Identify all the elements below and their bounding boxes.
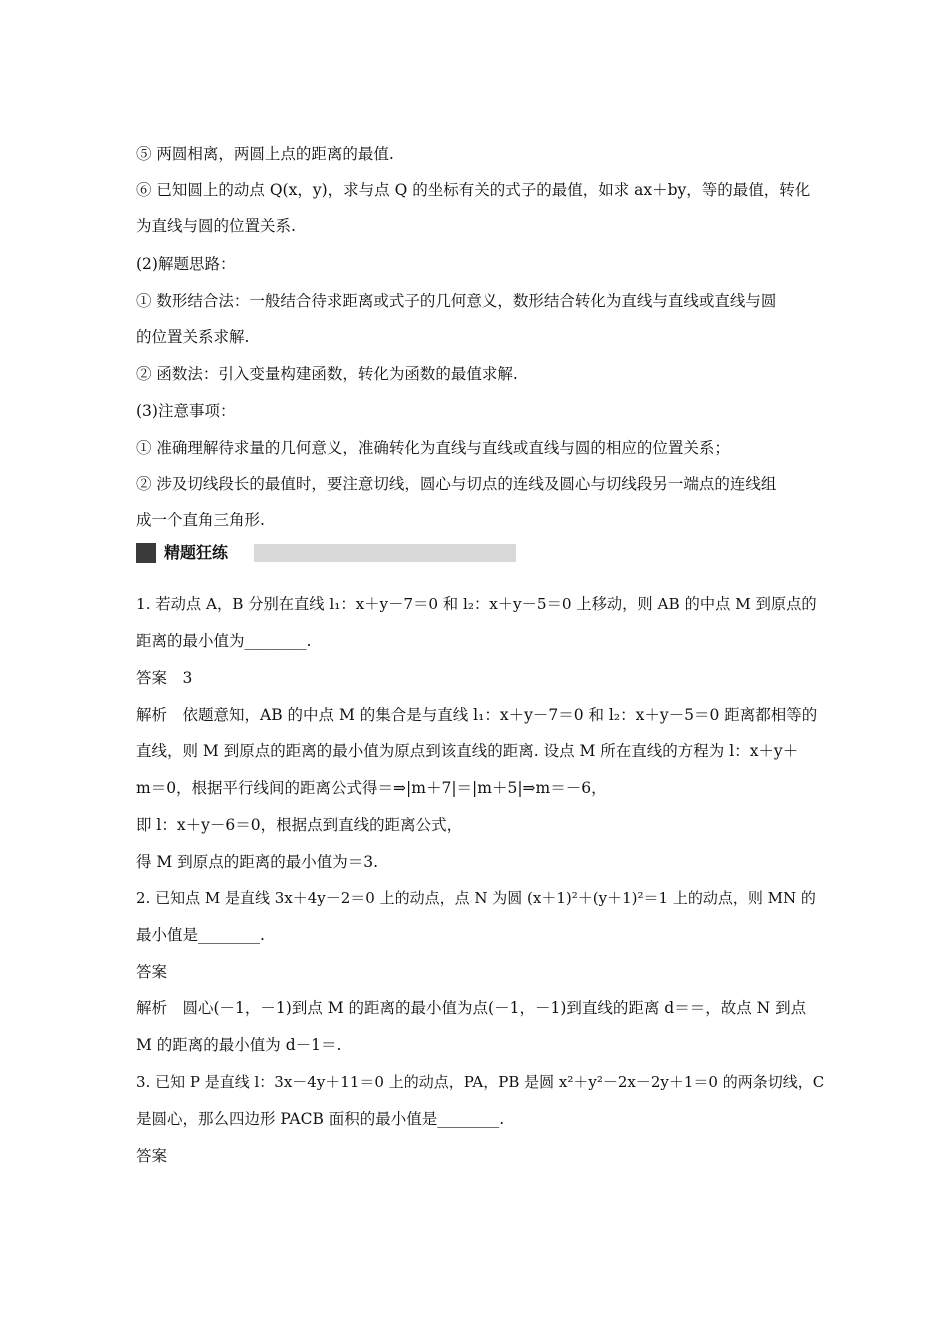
analysis-line: m＝0，根据平行线间的距离公式得＝⇒|m＋7|＝|m＋5|⇒m＝－6，	[136, 779, 607, 797]
text-line: ② 函数法：引入变量构建函数，转化为函数的最值求解.	[136, 365, 518, 383]
problem-line: 1. 若动点 A，B 分别在直线 l₁：x＋y－7＝0 和 l₂：x＋y－5＝0 上移动，则 AB 的中点 M 到原点的	[136, 595, 817, 613]
text-line: ② 涉及切线段长的最值时，要注意切线，圆心与切点的连线及圆心与切线段另一端点的连线组	[136, 475, 777, 493]
answer-line: 答案 3	[136, 669, 193, 687]
text-line: 成一个直角三角形.	[136, 511, 265, 529]
analysis-line: 即 l：x＋y－6＝0，根据点到直线的距离公式，	[136, 816, 463, 834]
text-line: ⑤ 两圆相离，两圆上点的距离的最值.	[136, 145, 394, 163]
text-line: ⑥ 已知圆上的动点 Q(x，y)，求与点 Q 的坐标有关的式子的最值，如求 ax＋by，等的最值，转化	[136, 181, 811, 199]
text-line: ① 数形结合法：一般结合待求距离或式子的几何意义，数形结合转化为直线与直线或直线与圆	[136, 292, 777, 310]
analysis-line: 解析 圆心(－1，－1)到点 M 的距离的最小值为点(－1，－1)到直线的距离 d＝＝，故点 N 到点	[136, 999, 807, 1017]
section-marker-block	[136, 543, 156, 563]
text-line: 的位置关系求解.	[136, 328, 250, 346]
section-header	[136, 542, 516, 564]
subheading-line: (2)解题思路：	[136, 255, 236, 273]
section-divider-bar	[254, 544, 516, 562]
problem-line: 距离的最小值为________.	[136, 632, 312, 650]
text-line: ① 准确理解待求量的几何意义，准确转化为直线与直线或直线与圆的相应的位置关系；	[136, 439, 730, 457]
subheading-line: (3)注意事项：	[136, 402, 236, 420]
analysis-line: 直线，则 M 到原点的距离的最小值为原点到该直线的距离. 设点 M 所在直线的方程为 l：x＋y＋	[136, 742, 799, 760]
problem-line: 最小值是________.	[136, 926, 265, 944]
analysis-line: M 的距离的最小值为 d－1＝.	[136, 1036, 342, 1054]
text-line: 为直线与圆的位置关系.	[136, 217, 296, 235]
section-title: 精题狂练	[164, 543, 229, 562]
problem-line: 3. 已知 P 是直线 l：3x－4y＋11＝0 上的动点，PA，PB 是圆 x²＋y²－2x－2y＋1＝0 的两条切线，C	[136, 1073, 825, 1091]
answer-line: 答案	[136, 963, 168, 981]
problem-line: 2. 已知点 M 是直线 3x＋4y－2＝0 上的动点，点 N 为圆 (x＋1)²＋(y＋1)²＝1 上的动点，则 MN 的	[136, 889, 816, 907]
analysis-line: 得 M 到原点的距离的最小值为＝3.	[136, 853, 379, 871]
answer-line: 答案	[136, 1147, 168, 1165]
analysis-line: 解析 依题意知，AB 的中点 M 的集合是与直线 l₁：x＋y－7＝0 和 l₂：x＋y－5＝0 距离都相等的	[136, 706, 818, 724]
problem-line: 是圆心，那么四边形 PACB 面积的最小值是________.	[136, 1110, 505, 1128]
